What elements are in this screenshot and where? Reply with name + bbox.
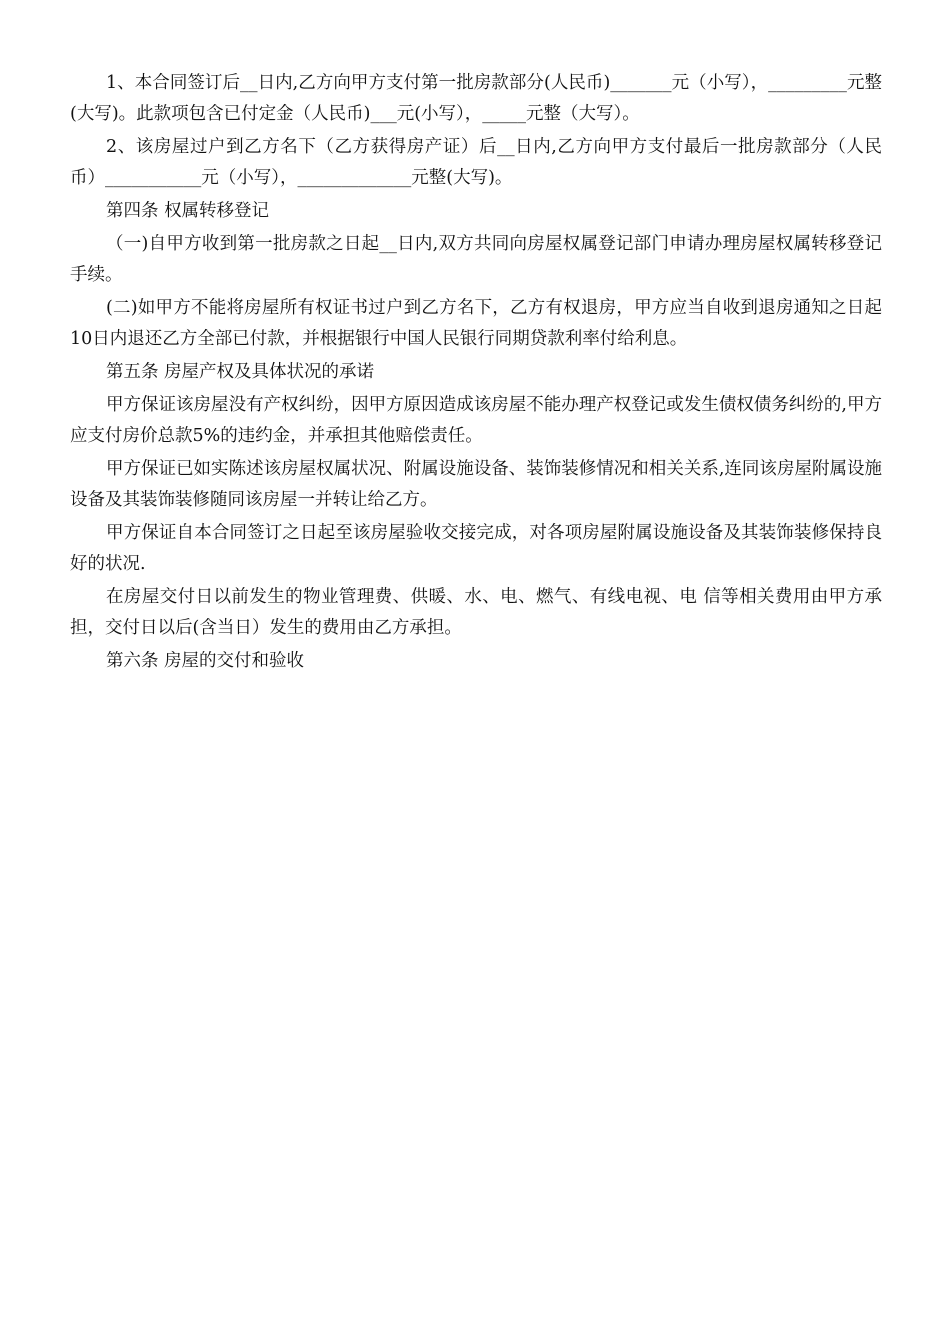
article-4-item-2: (二)如甲方不能将房屋所有权证书过户到乙方名下，乙方有权退房，甲方应当自收到退房通知之日起10日内退还乙方全部已付款，并根据银行中国人民银行同期贷款利率付给利息。: [70, 298, 882, 349]
document-page: [70, 68, 882, 679]
article-4-heading: 第四条 权属转移登记: [106, 201, 270, 221]
article-4-item-1: （一)自甲方收到第一批房款之日起__日内,双方共同向房屋权属登记部门申请办理房屋权属转移登记手续。: [70, 234, 882, 285]
article-6-heading: 第六条 房屋的交付和验收: [106, 651, 305, 671]
article-5-para-1: 甲方保证该房屋没有产权纠纷，因甲方原因造成该房屋不能办理产权登记或发生债权债务纠纷的,甲方应支付房价总款5%的违约金，并承担其他赔偿责任。: [70, 395, 882, 446]
payment-clause-1: 1、本合同签订后__日内,乙方向甲方支付第一批房款部分(人民币)_______元（小写），_________元整(大写)。此款项包含已付定金（人民币)___元(小写），_____元整（大写）。: [70, 73, 882, 124]
article-5-para-2: 甲方保证已如实陈述该房屋权属状况、附属设施设备、装饰装修情况和相关关系,连同该房屋附属设施设备及其装饰装修随同该房屋一并转让给乙方。: [70, 459, 882, 510]
article-5-para-3: 甲方保证自本合同签订之日起至该房屋验收交接完成，对各项房屋附属设施设备及其装饰装修保持良好的状况.: [70, 523, 882, 574]
article-5-heading: 第五条 房屋产权及具体状况的承诺: [106, 362, 375, 382]
payment-clause-2: 2、该房屋过户到乙方名下（乙方获得房产证）后__日内,乙方向甲方支付最后一批房款部分（人民币）___________元（小写），_____________元整(大写)。: [70, 137, 882, 188]
article-5-para-4: 在房屋交付日以前发生的物业管理费、供暖、水、电、燃气、有线电视、电 信等相关费用由甲方承担，交付日以后(含当日）发生的费用由乙方承担。: [70, 587, 882, 638]
